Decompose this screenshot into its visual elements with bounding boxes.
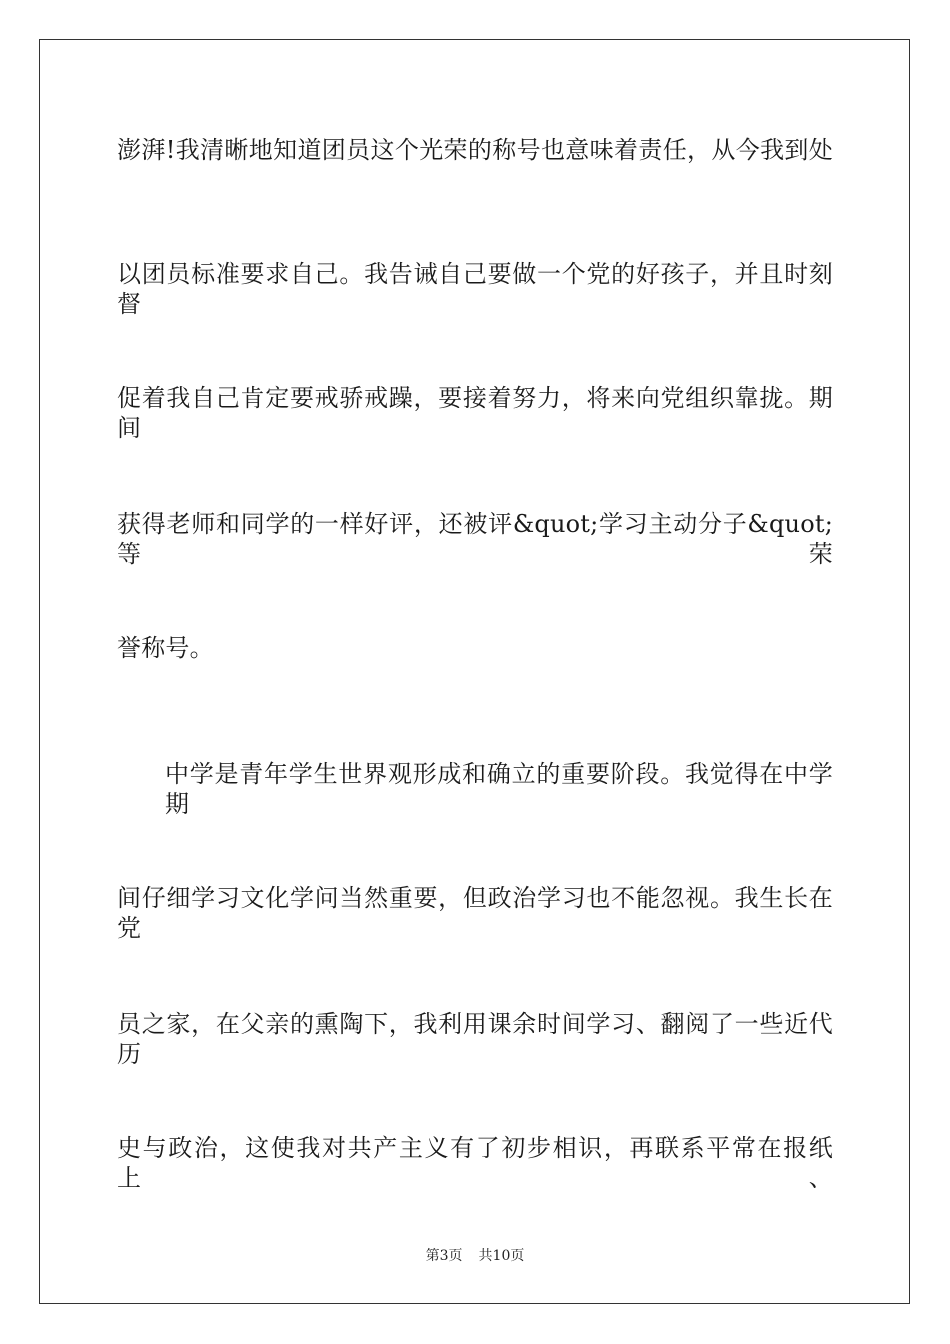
text-line: 以团员标准要求自己。我告诫自己要做一个党的好孩子，并且时刻督: [117, 260, 833, 318]
page-footer: [0, 1246, 950, 1266]
paragraph-first-line: 中学是青年学生世界观形成和确立的重要阶段。我觉得在中学期: [165, 760, 833, 818]
text-line: 获得老师和同学的一样好评，还被评&quot;学习主动分子&quot;等荣: [117, 510, 833, 568]
text-line: 誉称号。: [117, 634, 214, 662]
text-line: 员之家，在父亲的熏陶下，我利用课余时间学习、翻阅了一些近代历: [117, 1010, 833, 1068]
text-line: 史与政治，这使我对共产主义有了初步相识，再联系平常在报纸上、: [117, 1134, 833, 1192]
text-line: 间仔细学习文化学问当然重要，但政治学习也不能忽视。我生长在党: [117, 884, 833, 942]
page-number: 第3页: [425, 1248, 463, 1264]
text-line: 澎湃!我清晰地知道团员这个光荣的称号也意味着责任，从今我到处: [117, 136, 833, 164]
page-total: 共10页: [478, 1248, 525, 1264]
text-line: 促着我自己肯定要戒骄戒躁，要接着努力，将来向党组织靠拢。期间: [117, 384, 833, 442]
page-border: [39, 39, 910, 1304]
